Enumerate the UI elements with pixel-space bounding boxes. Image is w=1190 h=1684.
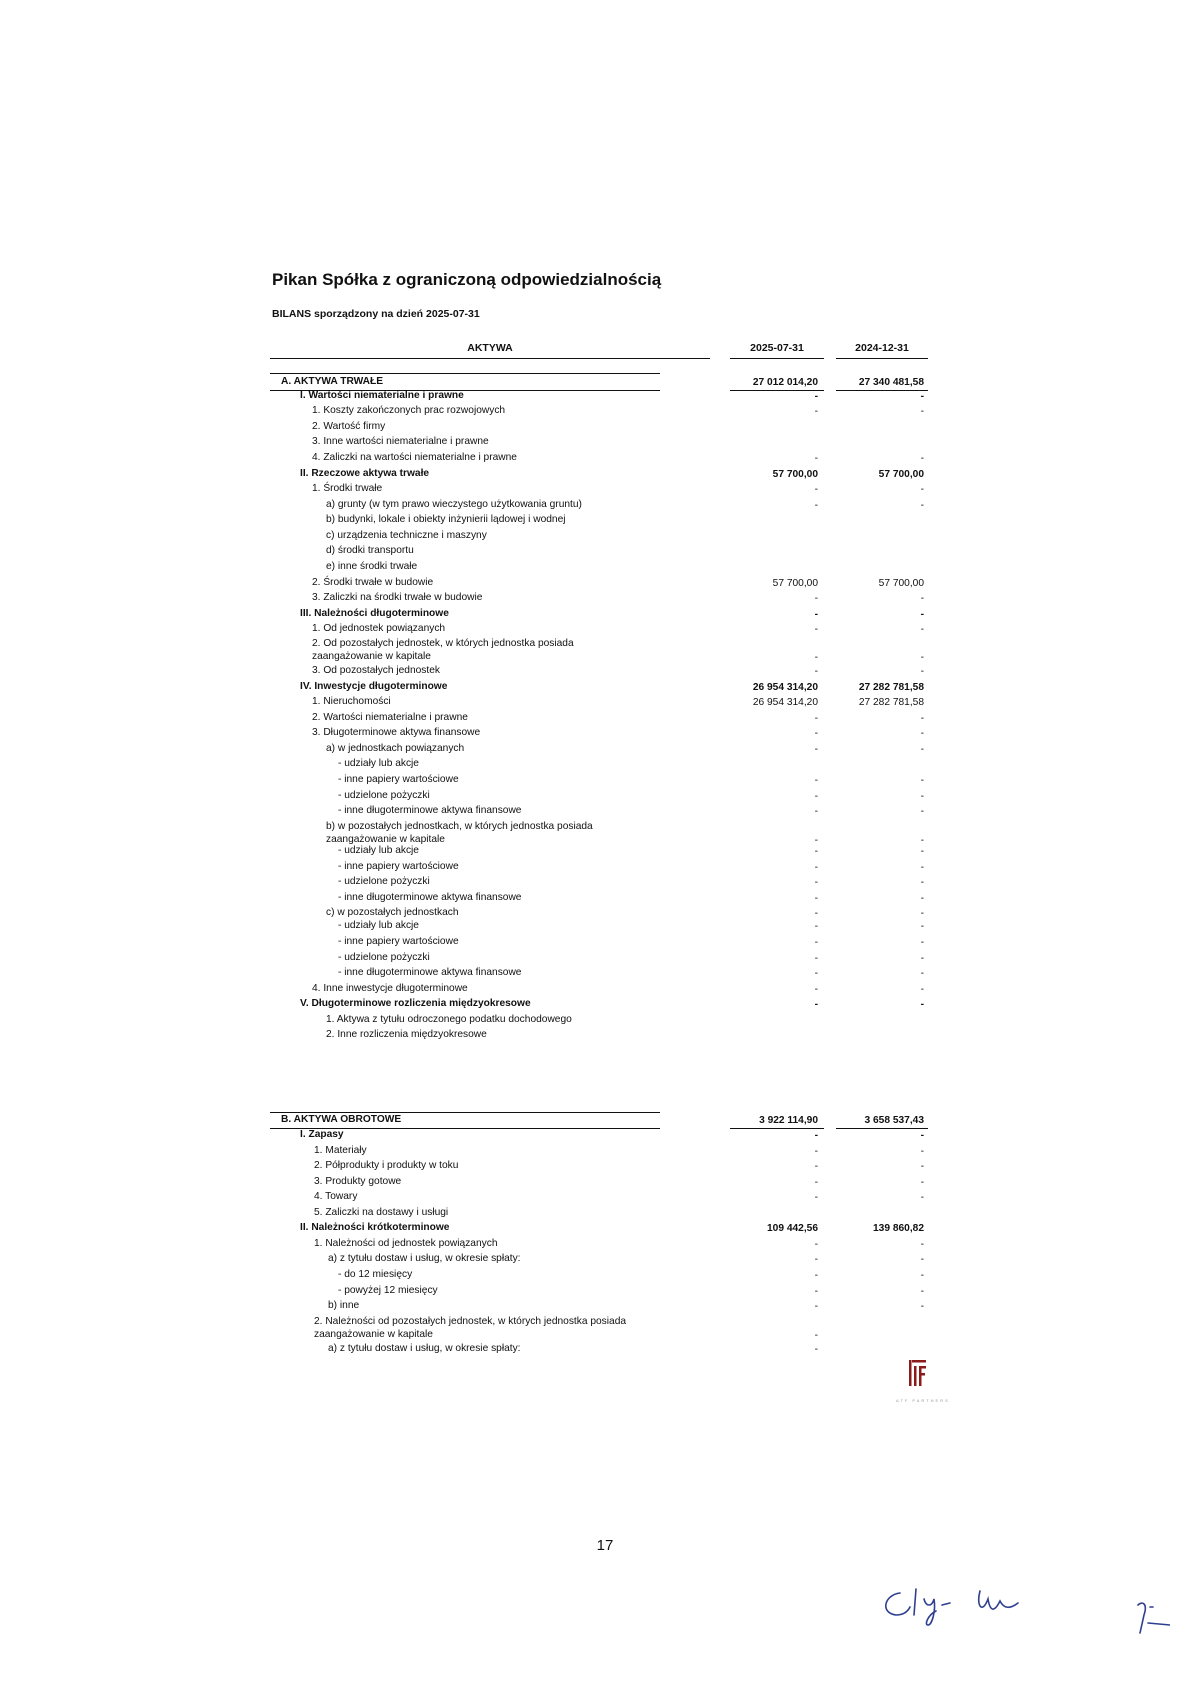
table-row (270, 1206, 930, 1220)
row-label: a) grunty (w tym prawo wieczystego użytkowania gruntu) (326, 499, 582, 510)
value-2024: - (920, 1239, 924, 1250)
table-row (270, 804, 930, 818)
row-label: II. Należności krótkoterminowe (300, 1222, 450, 1233)
table-row (270, 997, 930, 1011)
value-2024: - (920, 806, 924, 817)
table-row (270, 891, 930, 905)
value-2025: - (814, 666, 818, 677)
value-2025: - (814, 835, 818, 846)
row-label: - inne długoterminowe aktywa finansowe (338, 805, 522, 816)
row-label: d) środki transportu (326, 545, 414, 556)
row-label: - udzielone pożyczki (338, 876, 430, 887)
value-2025: - (814, 921, 818, 932)
table-row (270, 1128, 930, 1142)
value-2025: - (814, 877, 818, 888)
row-label: b) budynki, lokale i obiekty inżynierii lądowej i wodnej (326, 514, 566, 525)
row-label: 5. Zaliczki na dostawy i usługi (314, 1207, 449, 1218)
table-row (270, 680, 930, 694)
value-2024: - (920, 624, 924, 635)
value-2024: - (920, 666, 924, 677)
row-label: I. Wartości niematerialne i prawne (300, 390, 464, 401)
header-rule-col2 (836, 358, 928, 359)
table-row (270, 1190, 930, 1204)
value-2024: - (920, 953, 924, 964)
section-a-rule-top (270, 373, 660, 374)
value-2025: - (814, 775, 818, 786)
value-2025: - (814, 1161, 818, 1172)
table-row (270, 757, 930, 771)
table-row (270, 1237, 930, 1251)
value-2025: - (814, 1330, 818, 1341)
value-2025: - (814, 624, 818, 635)
value-2025: - (814, 908, 818, 919)
row-label: - udziały lub akcje (338, 758, 419, 769)
value-2024: - (920, 846, 924, 857)
row-label-continuation: zaangażowanie w kapitale (314, 1329, 433, 1340)
table-row (270, 1342, 930, 1356)
row-label: 1. Środki trwałe (312, 483, 383, 494)
value-2024: - (920, 877, 924, 888)
row-label: 4. Inne inwestycje długoterminowe (312, 983, 468, 994)
table-row (270, 860, 930, 874)
header-col-2024: 2024-12-31 (855, 342, 909, 354)
value-2025: - (814, 893, 818, 904)
table-row (270, 1175, 930, 1189)
value-2024: 57 700,00 (878, 578, 924, 589)
value-2025: - (814, 484, 818, 495)
value-2025: - (814, 500, 818, 511)
value-2024: 57 700,00 (878, 469, 924, 480)
value-2024: - (920, 391, 924, 402)
row-label: 1. Należności od jednostek powiązanych (314, 1238, 498, 1249)
table-row (270, 935, 930, 949)
table-row (270, 1113, 930, 1127)
table-row (270, 435, 930, 449)
value-2024: - (920, 728, 924, 739)
value-2025: - (814, 652, 818, 663)
table-row (270, 1144, 930, 1158)
table-row (270, 820, 930, 847)
row-label: 3. Zaliczki na środki trwałe w budowie (312, 592, 483, 603)
value-2025: - (814, 1286, 818, 1297)
value-2025: - (814, 728, 818, 739)
row-label: a) z tytułu dostaw i usług, w okresie spłaty: (328, 1343, 521, 1354)
value-2025: - (814, 1177, 818, 1188)
row-label: 1. Materiały (314, 1145, 367, 1156)
row-label: - inne papiery wartościowe (338, 936, 459, 947)
table-row (270, 875, 930, 889)
value-2024: - (920, 775, 924, 786)
row-label: - inne długoterminowe aktywa finansowe (338, 967, 522, 978)
table-row (270, 1013, 930, 1027)
header-rule-col1 (730, 358, 824, 359)
value-2025: - (814, 1146, 818, 1157)
table-row (270, 711, 930, 725)
row-label: - inne papiery wartościowe (338, 774, 459, 785)
value-2025: - (814, 846, 818, 857)
value-2024: - (920, 1161, 924, 1172)
table-row (270, 919, 930, 933)
value-2025: - (814, 1270, 818, 1281)
value-2024: - (920, 593, 924, 604)
row-label: a) w jednostkach powiązanych (326, 743, 465, 754)
row-label: - inne długoterminowe aktywa finansowe (338, 892, 522, 903)
value-2025: 26 954 314,20 (752, 682, 818, 693)
value-2024: 3 658 537,43 (864, 1115, 924, 1126)
value-2025: - (814, 1301, 818, 1312)
atf-partners-logo (908, 1358, 928, 1393)
row-label: - inne papiery wartościowe (338, 861, 459, 872)
value-2025: - (814, 937, 818, 948)
value-2025: - (814, 593, 818, 604)
table-row (270, 637, 930, 664)
value-2024: - (920, 652, 924, 663)
value-2025: - (814, 1344, 818, 1355)
value-2024: 139 860,82 (873, 1223, 924, 1234)
table-row (270, 1221, 930, 1235)
value-2025: - (814, 391, 818, 402)
table-row (270, 607, 930, 621)
row-label-continuation: zaangażowanie w kapitale (326, 834, 445, 845)
value-2024: - (920, 453, 924, 464)
table-row (270, 544, 930, 558)
table-row (270, 482, 930, 496)
value-2024: - (920, 921, 924, 932)
value-2024: - (920, 1130, 924, 1141)
value-2024: - (920, 835, 924, 846)
value-2025: 3 922 114,90 (759, 1115, 818, 1126)
row-label: 2. Półprodukty i produkty w toku (314, 1160, 459, 1171)
value-2024: - (920, 908, 924, 919)
table-row (270, 966, 930, 980)
value-2024: - (920, 406, 924, 417)
table-row (270, 695, 930, 709)
value-2025: - (814, 1254, 818, 1265)
value-2024: - (920, 744, 924, 755)
row-label: c) urządzenia techniczne i maszyny (326, 530, 487, 541)
table-row (270, 576, 930, 590)
value-2024: - (920, 937, 924, 948)
value-2025: - (814, 968, 818, 979)
value-2024: - (920, 893, 924, 904)
company-name: Pikan Spółka z ograniczoną odpowiedzialnością (272, 270, 662, 289)
row-label: e) inne środki trwałe (326, 561, 418, 572)
row-label: - udzielone pożyczki (338, 790, 430, 801)
value-2024: - (920, 1286, 924, 1297)
table-row (270, 420, 930, 434)
table-row (270, 1315, 930, 1342)
row-label: - powyżej 12 miesięcy (338, 1285, 438, 1296)
row-label: 1. Od jednostek powiązanych (312, 623, 446, 634)
value-2024: - (920, 484, 924, 495)
table-row (270, 498, 930, 512)
row-label: c) w pozostałych jednostkach (326, 907, 459, 918)
row-label: 2. Inne rozliczenia międzyokresowe (326, 1029, 487, 1040)
header-col-2025: 2025-07-31 (750, 342, 804, 354)
value-2024: 27 282 781,58 (858, 682, 924, 693)
row-label: 4. Towary (314, 1191, 358, 1202)
row-label: 4. Zaliczki na wartości niematerialne i prawne (312, 452, 517, 463)
table-row (270, 1252, 930, 1266)
table-row (270, 726, 930, 740)
value-2024: - (920, 1301, 924, 1312)
table-row (270, 529, 930, 543)
value-2024: - (920, 999, 924, 1010)
table-row (270, 664, 930, 678)
row-label: 2. Od pozostałych jednostek, w których jednostka posiada (312, 638, 574, 649)
value-2024: - (920, 1177, 924, 1188)
logo-text: ATF PARTNERS (896, 1398, 950, 1403)
row-label: 3. Produkty gotowe (314, 1176, 402, 1187)
row-label: III. Należności długoterminowe (300, 608, 449, 619)
row-label: - udziały lub akcje (338, 920, 419, 931)
page-number: 17 (596, 1537, 614, 1554)
table-row (270, 844, 930, 858)
value-2025: - (814, 1130, 818, 1141)
table-row (270, 560, 930, 574)
value-2024: - (920, 1270, 924, 1281)
table-row (270, 951, 930, 965)
table-row (270, 1299, 930, 1313)
row-label-continuation: zaangażowanie w kapitale (312, 651, 431, 662)
table-row (270, 513, 930, 527)
table-row (270, 451, 930, 465)
value-2025: - (814, 806, 818, 817)
row-label: 3. Od pozostałych jednostek (312, 665, 440, 676)
row-label: 1. Nieruchomości (312, 696, 391, 707)
value-2024: 27 340 481,58 (858, 377, 924, 388)
value-2024: - (920, 1192, 924, 1203)
table-row (270, 389, 930, 403)
value-2024: - (920, 862, 924, 873)
row-label: 1. Aktywa z tytułu odroczonego podatku dochodowego (326, 1014, 572, 1025)
row-label: 3. Długoterminowe aktywa finansowe (312, 727, 481, 738)
value-2025: 26 954 314,20 (752, 697, 818, 708)
value-2024: - (920, 1146, 924, 1157)
row-label: 2. Wartość firmy (312, 421, 386, 432)
table-row (270, 789, 930, 803)
row-label: 2. Wartości niematerialne i prawne (312, 712, 468, 723)
row-label: IV. Inwestycje długoterminowe (300, 681, 448, 692)
value-2024: - (920, 713, 924, 724)
table-row (270, 906, 930, 920)
row-label: A. AKTYWA TRWAŁE (281, 376, 384, 387)
table-row (270, 467, 930, 481)
value-2025: - (814, 609, 818, 620)
row-label: 2. Należności od pozostałych jednostek, w których jednostka posiada (314, 1316, 627, 1327)
row-label: 1. Koszty zakończonych prac rozwojowych (312, 405, 506, 416)
table-row (270, 742, 930, 756)
table-row (270, 375, 930, 389)
value-2025: 57 700,00 (772, 578, 818, 589)
value-2025: 27 012 014,20 (752, 377, 818, 388)
value-2025: - (814, 713, 818, 724)
table-row (270, 982, 930, 996)
table-row (270, 773, 930, 787)
row-label: 3. Inne wartości niematerialne i prawne (312, 436, 489, 447)
value-2025: - (814, 953, 818, 964)
value-2024: - (920, 609, 924, 620)
row-label: II. Rzeczowe aktywa trwałe (300, 468, 430, 479)
value-2025: - (814, 984, 818, 995)
value-2025: - (814, 862, 818, 873)
value-2024: - (920, 791, 924, 802)
row-label: 2. Środki trwałe w budowie (312, 577, 434, 588)
header-rule-aktywa (270, 358, 710, 359)
value-2025: 109 442,56 (767, 1223, 818, 1234)
value-2025: - (814, 999, 818, 1010)
value-2024: - (920, 968, 924, 979)
table-row (270, 622, 930, 636)
table-row (270, 1268, 930, 1282)
value-2025: - (814, 744, 818, 755)
handwritten-signature (870, 1585, 1170, 1680)
header-aktywa: AKTYWA (467, 342, 513, 354)
row-label: - udzielone pożyczki (338, 952, 430, 963)
row-label: a) z tytułu dostaw i usług, w okresie spłaty: (328, 1253, 521, 1264)
row-label: B. AKTYWA OBROTOWE (281, 1114, 402, 1125)
value-2024: - (920, 984, 924, 995)
row-label: I. Zapasy (300, 1129, 344, 1140)
table-row (270, 404, 930, 418)
value-2024: - (920, 500, 924, 511)
balance-subtitle: BILANS sporządzony na dzień 2025-07-31 (272, 308, 480, 320)
table-row (270, 1159, 930, 1173)
value-2025: - (814, 453, 818, 464)
row-label: V. Długoterminowe rozliczenia międzyokresowe (300, 998, 531, 1009)
table-row (270, 1028, 930, 1042)
value-2025: 57 700,00 (772, 469, 818, 480)
value-2025: - (814, 1239, 818, 1250)
table-row (270, 1284, 930, 1298)
value-2025: - (814, 406, 818, 417)
row-label: - udziały lub akcje (338, 845, 419, 856)
value-2025: - (814, 791, 818, 802)
row-label: b) w pozostałych jednostkach, w których jednostka posiada (326, 821, 593, 832)
value-2024: 27 282 781,58 (858, 697, 924, 708)
value-2025: - (814, 1192, 818, 1203)
row-label: - do 12 miesięcy (338, 1269, 413, 1280)
row-label: b) inne (328, 1300, 360, 1311)
table-row (270, 591, 930, 605)
value-2024: - (920, 1254, 924, 1265)
